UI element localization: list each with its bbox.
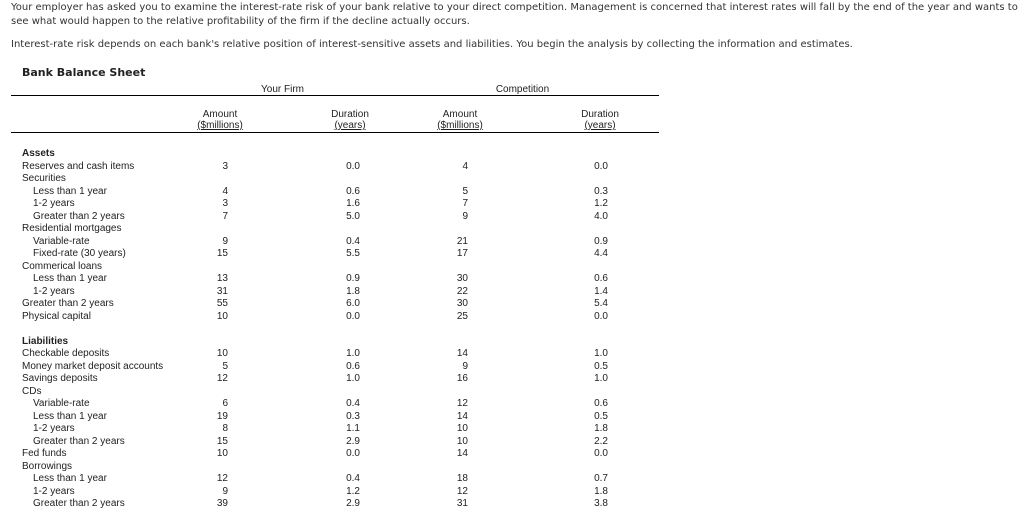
cell-comp-duration: 0.3 xyxy=(594,185,608,197)
cell-firm-amount: 7 xyxy=(222,210,228,222)
table-row xyxy=(0,261,1024,274)
col-firm-amount-line1: Amount xyxy=(202,109,238,120)
table-row xyxy=(0,148,1024,161)
cell-firm-amount: 3 xyxy=(222,160,228,172)
table-row xyxy=(0,298,1024,311)
table-spacer xyxy=(0,323,1024,336)
cell-firm-duration: 2.9 xyxy=(346,435,360,447)
row-label: Residential mortgages xyxy=(22,223,122,234)
cell-comp-amount: 9 xyxy=(462,210,468,222)
cell-firm-duration: 0.0 xyxy=(346,160,360,172)
col-comp-duration xyxy=(560,109,640,131)
row-label: Borrowings xyxy=(22,460,73,472)
table-row xyxy=(0,411,1024,424)
col-firm-amount xyxy=(180,109,260,131)
row-label: Greater than 2 years xyxy=(33,498,125,509)
row-label: 1-2 years xyxy=(33,285,75,297)
cell-comp-amount: 21 xyxy=(456,235,468,247)
cell-comp-amount: 16 xyxy=(456,373,468,384)
table-row xyxy=(0,361,1024,374)
table-row xyxy=(0,173,1024,186)
cell-firm-duration: 0.4 xyxy=(346,235,360,247)
table-row xyxy=(0,223,1024,236)
cell-comp-duration: 0.5 xyxy=(594,410,608,422)
cell-comp-duration: 0.0 xyxy=(594,160,608,172)
cell-comp-duration: 3.8 xyxy=(594,498,608,509)
table-row xyxy=(0,186,1024,199)
table-row xyxy=(0,273,1024,286)
table-row xyxy=(0,161,1024,174)
row-label: Less than 1 year xyxy=(33,410,107,422)
cell-comp-duration: 0.7 xyxy=(594,473,608,484)
cell-comp-amount: 17 xyxy=(456,248,468,259)
cell-firm-duration: 0.4 xyxy=(346,398,360,409)
row-label: Greater than 2 years xyxy=(33,210,125,222)
cell-comp-amount: 14 xyxy=(456,410,468,422)
cell-comp-duration: 1.0 xyxy=(594,373,608,384)
cell-comp-amount: 5 xyxy=(462,185,468,197)
cell-firm-amount: 10 xyxy=(216,310,228,322)
table-row xyxy=(0,198,1024,211)
col-firm-amount-line2: ($millions) xyxy=(197,120,243,131)
cell-firm-amount: 9 xyxy=(222,235,228,247)
cell-firm-amount: 4 xyxy=(222,185,228,197)
row-label: 1-2 years xyxy=(33,485,75,497)
col-firm-duration-line1: Duration xyxy=(331,109,369,120)
cell-firm-duration: 1.6 xyxy=(346,198,360,209)
cell-firm-duration: 2.9 xyxy=(346,498,360,509)
cell-firm-duration: 0.0 xyxy=(346,448,360,459)
table-row xyxy=(0,486,1024,499)
row-label: Less than 1 year xyxy=(33,273,107,284)
cell-comp-duration: 4.4 xyxy=(594,248,608,259)
row-label: Securities xyxy=(22,173,66,184)
cell-comp-amount: 10 xyxy=(456,423,468,434)
cell-comp-duration: 0.0 xyxy=(594,310,608,322)
row-label: Fixed-rate (30 years) xyxy=(33,248,126,259)
cell-firm-amount: 13 xyxy=(216,273,228,284)
col-comp-amount-line2: ($millions) xyxy=(437,120,483,131)
table-row xyxy=(0,423,1024,436)
table-row xyxy=(0,461,1024,474)
cell-comp-duration: 1.2 xyxy=(594,198,608,209)
cell-firm-amount: 31 xyxy=(216,285,228,297)
row-label: Variable-rate xyxy=(33,235,90,247)
cell-comp-amount: 30 xyxy=(456,298,468,309)
cell-firm-amount: 12 xyxy=(216,373,228,384)
cell-firm-amount: 55 xyxy=(216,298,228,309)
cell-comp-duration: 5.4 xyxy=(594,298,608,309)
cell-comp-duration: 0.9 xyxy=(594,235,608,247)
row-label: Physical capital xyxy=(22,310,91,322)
row-label: Money market deposit accounts xyxy=(22,360,164,372)
group-competition: Competition xyxy=(495,84,550,95)
cell-comp-amount: 22 xyxy=(456,285,468,297)
cell-comp-duration: 1.8 xyxy=(594,485,608,497)
row-label: Greater than 2 years xyxy=(22,298,114,309)
cell-firm-duration: 0.6 xyxy=(346,360,360,372)
cell-comp-amount: 9 xyxy=(462,360,468,372)
cell-firm-duration: 6.0 xyxy=(346,298,360,309)
row-label: Greater than 2 years xyxy=(33,435,125,447)
row-label: Variable-rate xyxy=(33,398,90,409)
row-label: CDs xyxy=(22,385,42,397)
cell-comp-amount: 14 xyxy=(456,348,468,359)
cell-firm-duration: 1.8 xyxy=(346,285,360,297)
cell-comp-amount: 30 xyxy=(456,273,468,284)
intro-paragraph-1: Your employer has asked you to examine the interest-rate risk of your bank relative to your direct competition. Management is concerned that interest rates will fall by the end of the year and wants to see what would happen to the relative profitability of the firm if the decline actually occurs. xyxy=(11,2,1018,27)
cell-comp-amount: 31 xyxy=(456,498,468,509)
cell-firm-amount: 12 xyxy=(216,473,228,484)
cell-firm-duration: 5.5 xyxy=(346,248,360,259)
table-row xyxy=(0,386,1024,399)
row-label: 1-2 years xyxy=(33,198,75,209)
intro-paragraph-2: Interest-rate risk depends on each bank's relative position of interest-sensitive assets and liabilities. You begin the analysis by collecting the information and estimates. xyxy=(11,39,853,50)
row-label: Checkable deposits xyxy=(22,348,110,359)
cell-comp-duration: 0.5 xyxy=(594,360,608,372)
cell-comp-duration: 0.6 xyxy=(594,273,608,284)
row-label: Reserves and cash items xyxy=(22,160,135,172)
cell-comp-amount: 12 xyxy=(456,398,468,409)
cell-firm-amount: 15 xyxy=(216,435,228,447)
table-row xyxy=(0,498,1024,511)
cell-firm-duration: 1.0 xyxy=(346,348,360,359)
cell-comp-amount: 12 xyxy=(456,485,468,497)
table-row xyxy=(0,436,1024,449)
cell-comp-duration: 0.0 xyxy=(594,448,608,459)
table-row xyxy=(0,398,1024,411)
row-label: Fed funds xyxy=(22,448,67,459)
table-row xyxy=(0,348,1024,361)
cell-comp-amount: 18 xyxy=(456,473,468,484)
cell-comp-duration: 0.6 xyxy=(594,398,608,409)
cell-comp-duration: 1.4 xyxy=(594,285,608,297)
cell-comp-amount: 4 xyxy=(462,160,468,172)
cell-firm-duration: 0.3 xyxy=(346,410,360,422)
cell-comp-amount: 10 xyxy=(456,435,468,447)
section-heading: Liabilities xyxy=(22,335,69,347)
cell-firm-amount: 6 xyxy=(222,398,228,409)
table-row xyxy=(0,236,1024,249)
cell-comp-duration: 1.0 xyxy=(594,348,608,359)
table-row xyxy=(0,373,1024,386)
cell-firm-duration: 1.1 xyxy=(346,423,360,434)
row-label: Savings deposits xyxy=(22,373,98,384)
col-firm-duration-line2: (years) xyxy=(334,120,366,131)
cell-firm-duration: 1.0 xyxy=(346,373,360,384)
table-row xyxy=(0,286,1024,299)
cell-comp-duration: 4.0 xyxy=(594,210,608,222)
table-row xyxy=(0,311,1024,324)
row-label: Less than 1 year xyxy=(33,185,107,197)
cell-firm-amount: 39 xyxy=(216,498,228,509)
cell-comp-amount: 14 xyxy=(456,448,468,459)
cell-firm-amount: 15 xyxy=(216,248,228,259)
row-label: Less than 1 year xyxy=(33,473,107,484)
cell-firm-duration: 0.4 xyxy=(346,473,360,484)
table-row xyxy=(0,211,1024,224)
table-row xyxy=(0,336,1024,349)
col-comp-amount-line1: Amount xyxy=(442,109,478,120)
table-row xyxy=(0,448,1024,461)
cell-firm-amount: 8 xyxy=(222,423,228,434)
col-comp-duration-line2: (years) xyxy=(584,120,616,131)
cell-firm-amount: 19 xyxy=(216,410,228,422)
table-title: Bank Balance Sheet xyxy=(22,66,146,79)
cell-firm-amount: 3 xyxy=(222,198,228,209)
cell-firm-amount: 5 xyxy=(222,360,228,372)
cell-comp-amount: 25 xyxy=(456,310,468,322)
header-rule-top xyxy=(11,95,659,96)
col-comp-amount xyxy=(420,109,500,131)
cell-comp-duration: 2.2 xyxy=(594,435,608,447)
table-row xyxy=(0,248,1024,261)
cell-firm-duration: 1.2 xyxy=(346,485,360,497)
header-rule-bottom xyxy=(11,132,659,133)
row-label: 1-2 years xyxy=(33,423,75,434)
cell-comp-amount: 7 xyxy=(462,198,468,209)
balance-sheet-table xyxy=(0,148,1024,511)
section-heading: Assets xyxy=(22,148,55,159)
cell-firm-amount: 10 xyxy=(216,448,228,459)
col-comp-duration-line1: Duration xyxy=(581,109,619,120)
col-firm-duration xyxy=(310,109,390,131)
cell-firm-duration: 5.0 xyxy=(346,210,360,222)
cell-firm-duration: 0.9 xyxy=(346,273,360,284)
cell-comp-duration: 1.8 xyxy=(594,423,608,434)
table-row xyxy=(0,473,1024,486)
group-your-firm: Your Firm xyxy=(261,84,304,95)
cell-firm-duration: 0.0 xyxy=(346,310,360,322)
cell-firm-duration: 0.6 xyxy=(346,185,360,197)
cell-firm-amount: 9 xyxy=(222,485,228,497)
cell-firm-amount: 10 xyxy=(216,348,228,359)
row-label: Commerical loans xyxy=(22,260,103,272)
